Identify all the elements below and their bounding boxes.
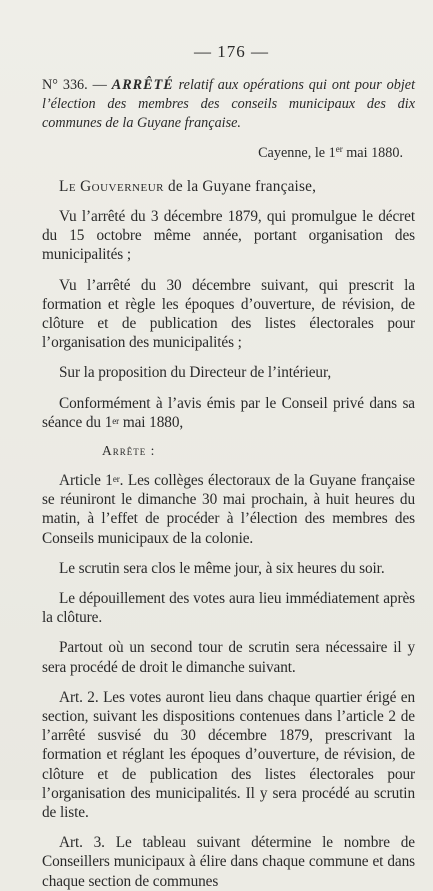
conformement-day: 1 <box>104 413 113 431</box>
article-1-text: . Les collèges électoraux de la Guyane française se réuniront le dimanche 30 mai prochain, à huit heures du matin, à l’effet de procéder à l’élection des membres des Conseils municipaux de la colonie. <box>42 472 415 547</box>
article-2-paragraph: Art. 2. Les votes auront lieu dans chaque quartier érigé en section, suivant les dispositions contenues dans l’article 2 de l’arrêté susvisé du 30 décembre 1879, prescrivant la formation et réglant les époques d’ouverture, de révision, de clôture et de publication des listes électorales pour l’organisation des municipalités. Il y sera procédé au scrutin de liste. <box>42 688 415 822</box>
page-number: — 176 — <box>194 42 269 61</box>
conformement-rest: mai 1880, <box>122 413 184 431</box>
dateline <box>42 145 403 162</box>
article-1-label: Article 1 <box>59 472 113 490</box>
address-title: Gouverneur <box>80 178 164 195</box>
arrete-title: Arrête : <box>102 443 156 459</box>
consideration-paragraph: Vu l’arrêté du 30 décembre suivant, qui prescrit la formation et règle les époques d’ouverture, de révision, de clôture et de publication des listes électorales pour l’organisation des municipalités ; <box>42 276 415 352</box>
consideration-paragraph: Sur la proposition du Directeur de l’intérieur, <box>59 364 332 382</box>
body-paragraph: Le dépouillement des votes aura lieu immédiatement après la clôture. <box>42 590 415 627</box>
article-1-label-suffix: er <box>112 474 120 485</box>
article-3-paragraph: Art. 3. Le tableau suivant détermine le nombre de Conseillers municipaux à élire dans chaque commune et dans chaque section de communes <box>42 834 415 890</box>
conformement-day-suffix: er <box>112 415 120 426</box>
dateline-place: Cayenne, le <box>258 145 326 161</box>
address-prefix: Le <box>59 178 77 195</box>
body-paragraph: Partout où un second tour de scrutin sera nécessaire il y sera procédé de droit le dimanche suivant. <box>42 639 415 676</box>
consideration-paragraph: Vu l’arrêté du 3 décembre 1879, qui promulgue le décret du 15 octobre même année, portant organisation des municipalités ; <box>42 208 415 264</box>
body-paragraph: Le scrutin sera clos le même jour, à six heures du soir. <box>59 559 385 577</box>
conformement-paragraph <box>42 394 415 432</box>
decree-subject: relatif aux opérations qui ont pour objet l’élection des membres des conseils municipaux des dix communes de la Guyane française. <box>42 77 416 131</box>
decree-number: N° 336. — <box>42 77 107 93</box>
dateline-day-suffix: er <box>335 144 343 154</box>
article-1-paragraph <box>42 471 415 548</box>
decree-heading <box>42 76 415 133</box>
address-rest: de la Guyane française, <box>168 178 317 195</box>
governor-address <box>59 178 415 196</box>
dateline-rest: mai 1880. <box>346 145 403 161</box>
conformement-text: Conformément à l’avis émis par le Conseil privé dans sa séance du <box>42 394 415 431</box>
dateline-day: 1 <box>328 145 336 161</box>
decree-keyword: ARRÊTÉ <box>111 77 174 93</box>
